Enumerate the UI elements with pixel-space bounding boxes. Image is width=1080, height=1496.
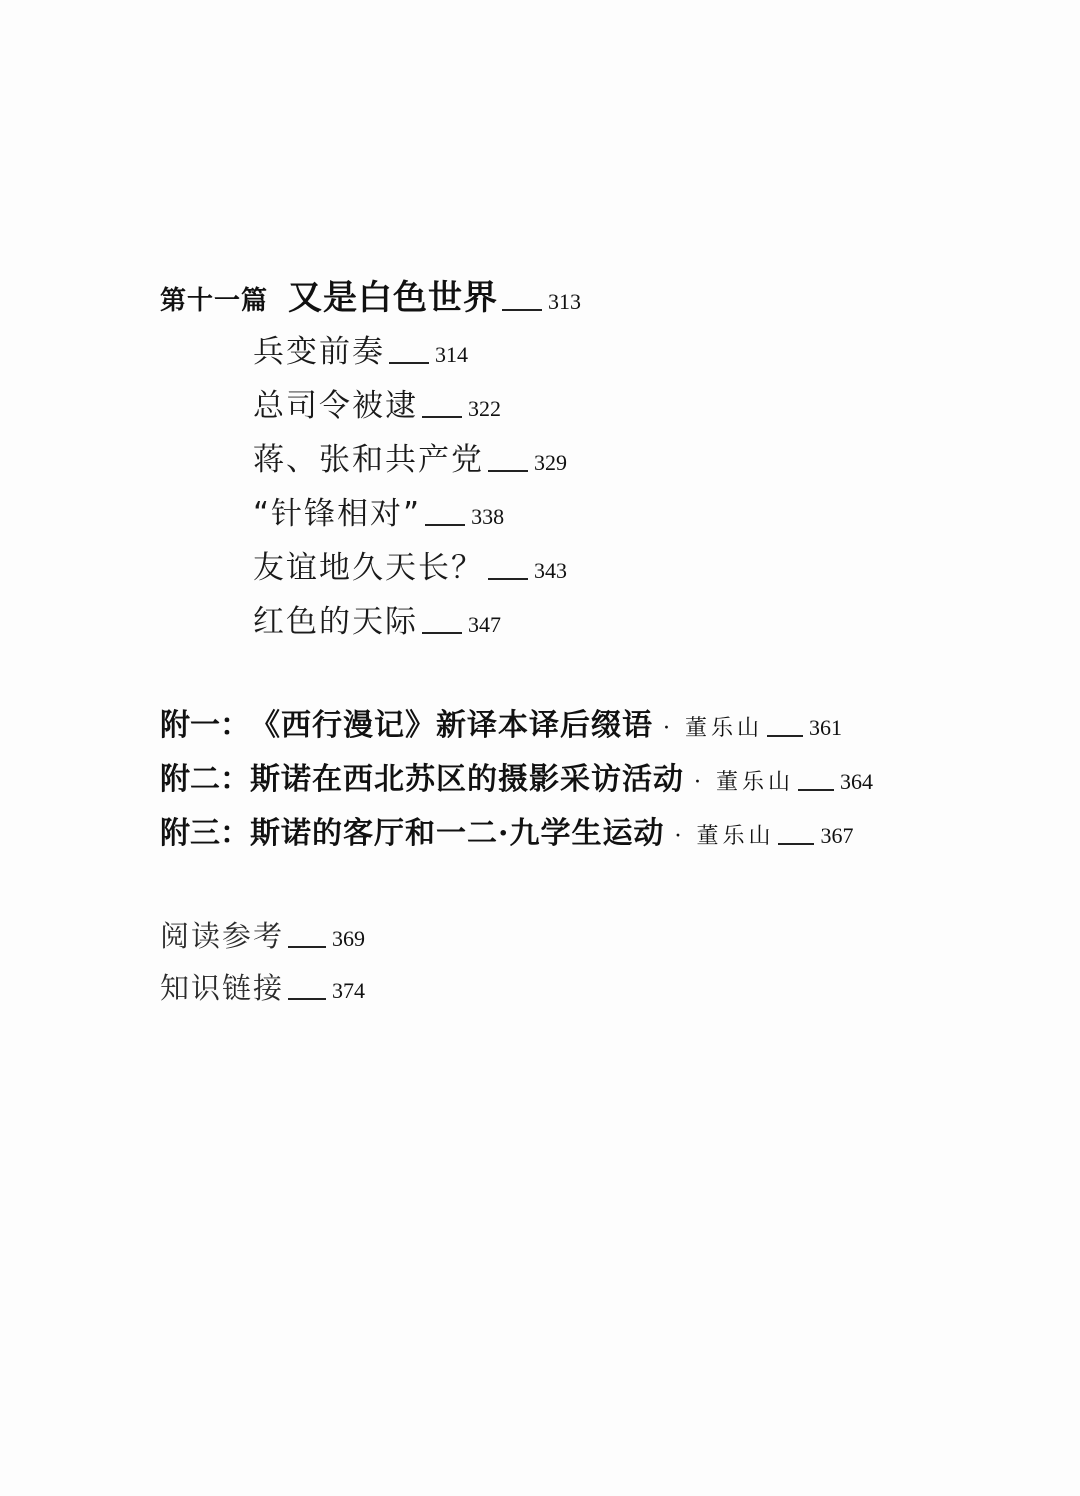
toc-entry[interactable] (160, 914, 365, 955)
toc-entry[interactable] (253, 596, 501, 641)
appendix-entry[interactable] (160, 808, 853, 852)
leader-line (288, 946, 326, 948)
leader-line (422, 632, 462, 634)
chapter-label: 第十一篇 (160, 286, 269, 316)
leader-line (798, 789, 834, 791)
toc-entry[interactable] (253, 434, 567, 479)
leader-line (389, 362, 429, 364)
appendix-author: · 董乐山 (663, 716, 763, 741)
appendix-title: 《西行漫记》新译本译后缀语 (250, 708, 653, 743)
toc-entry[interactable] (253, 326, 468, 371)
entry-title: 兵变前奏 (253, 334, 385, 370)
toc-entry[interactable] (160, 966, 365, 1007)
page-number: 314 (435, 342, 468, 367)
appendix-entry[interactable] (160, 700, 842, 744)
page-number: 364 (840, 769, 873, 794)
toc-entry[interactable] (253, 488, 504, 533)
leader-line (502, 309, 542, 311)
page-number: 347 (468, 612, 501, 637)
appendix-entry[interactable] (160, 754, 873, 798)
leader-line (488, 470, 528, 472)
entry-title: 友谊地久天长？ (253, 550, 484, 586)
leader-line (422, 416, 462, 418)
page-number: 313 (548, 289, 582, 314)
page-number: 361 (809, 715, 842, 740)
page-number: 374 (332, 978, 366, 1003)
leader-line (778, 843, 814, 845)
entry-title: 知识链接 (160, 971, 285, 1005)
appendix-title: 斯诺在西北苏区的摄影采访活动 (250, 762, 684, 797)
appendix-author: · 董乐山 (674, 824, 775, 849)
page-number: 369 (332, 926, 366, 951)
entry-title: “针锋相对” (253, 496, 422, 532)
entry-title: 蒋、张和共产党 (253, 442, 484, 478)
appendix-label: 附二： (160, 762, 250, 797)
page-number: 338 (471, 504, 505, 529)
toc-entry[interactable] (253, 380, 501, 425)
chapter-heading[interactable] (160, 270, 581, 319)
entry-title: 总司令被逮 (253, 388, 418, 424)
appendix-title: 斯诺的客厅和一二·九学生运动 (250, 816, 665, 851)
leader-line (288, 998, 326, 1000)
leader-line (488, 578, 528, 580)
toc-entry[interactable] (253, 542, 567, 587)
chapter-title: 又是白色世界 (288, 278, 499, 318)
leader-line (767, 735, 803, 737)
page-number: 343 (534, 558, 567, 583)
page-number: 322 (468, 396, 501, 421)
entry-title: 阅读参考 (160, 919, 285, 953)
appendix-author: · 董乐山 (694, 770, 794, 795)
leader-line (425, 524, 465, 526)
page-number: 329 (534, 450, 567, 475)
page-number: 367 (820, 823, 854, 848)
appendix-label: 附一： (160, 708, 250, 743)
appendix-label: 附三： (160, 816, 250, 851)
entry-title: 红色的天际 (253, 604, 418, 640)
